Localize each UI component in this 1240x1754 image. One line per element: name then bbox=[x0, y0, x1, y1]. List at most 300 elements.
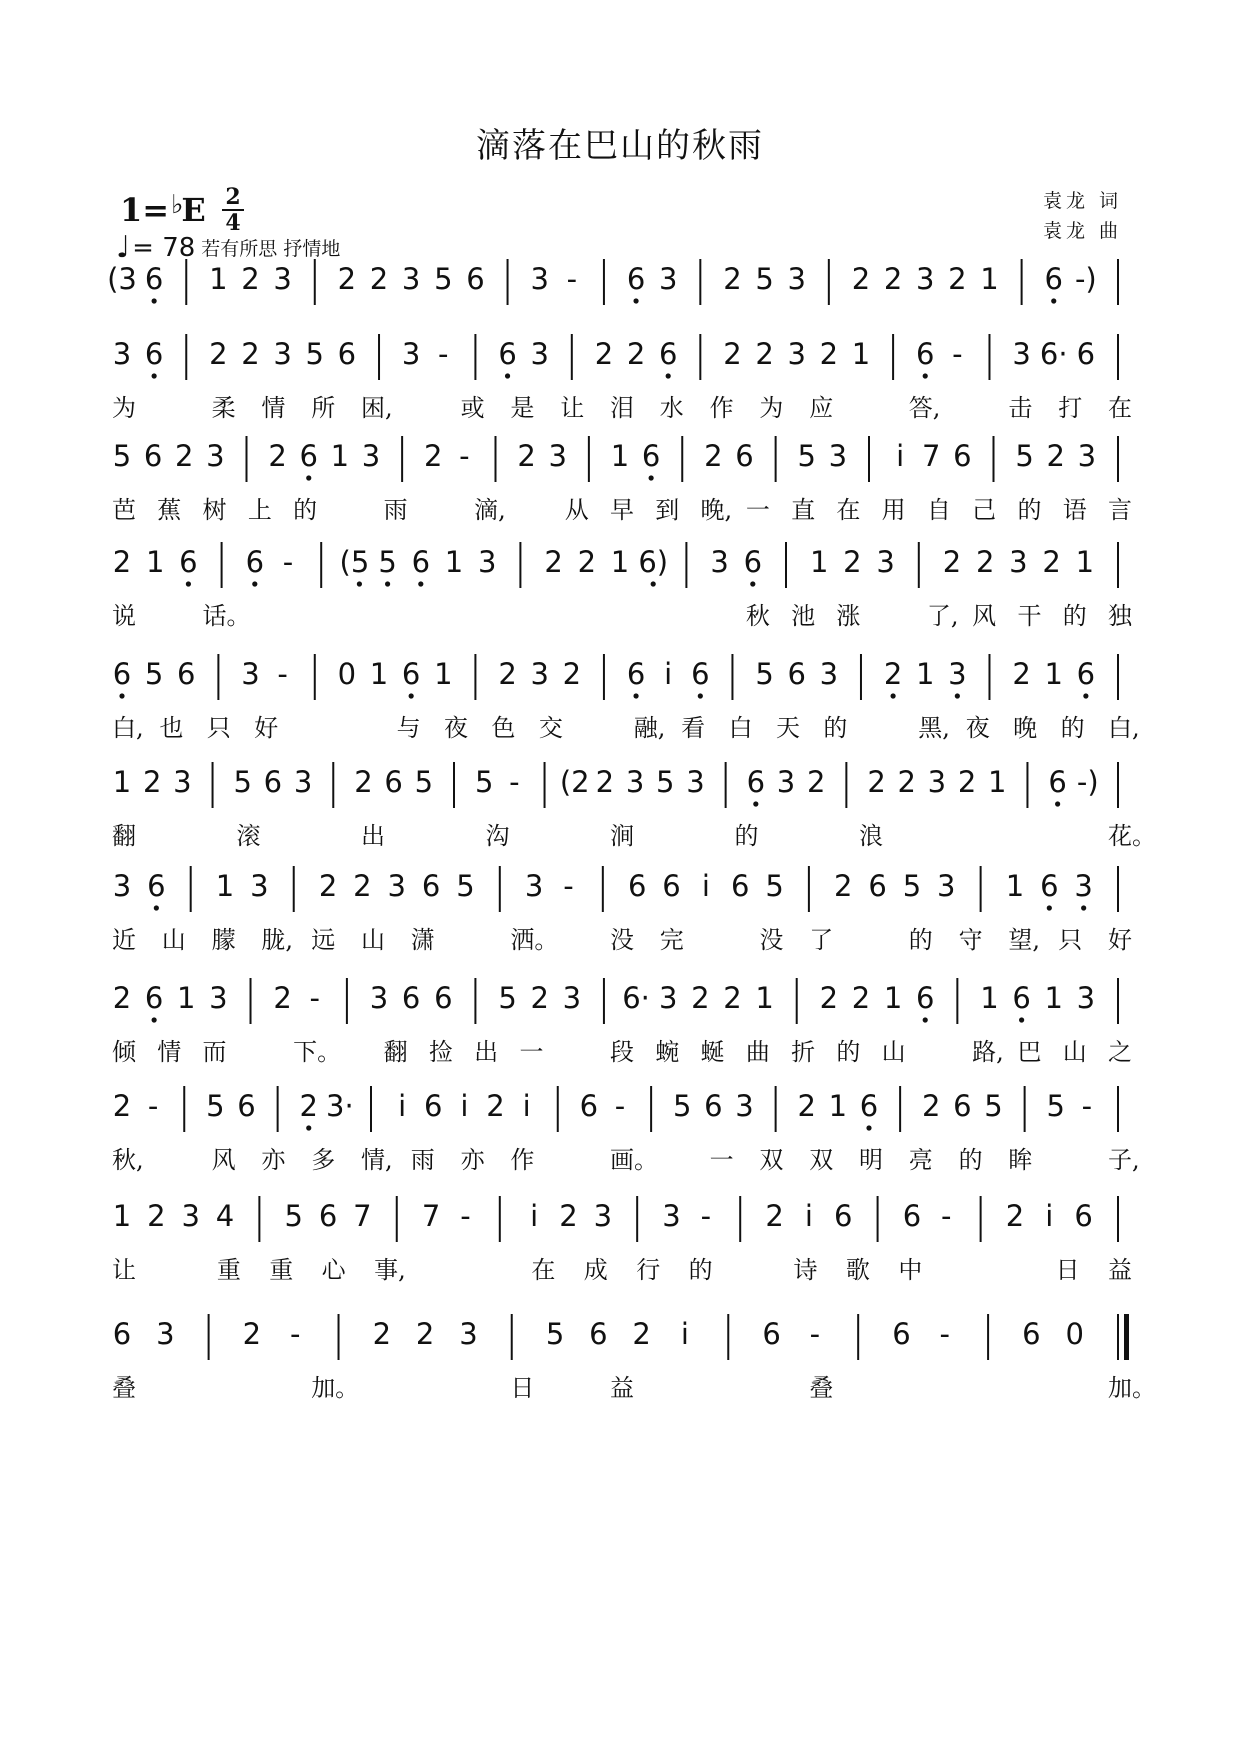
lyric-syllable: 守 bbox=[958, 926, 983, 954]
lyric-syllable: 只 bbox=[206, 714, 231, 742]
note: 2 bbox=[241, 262, 260, 296]
note: 3 bbox=[710, 545, 729, 579]
note: 2 bbox=[544, 545, 563, 579]
lyricist: 袁龙 词 bbox=[1042, 190, 1122, 212]
song-title: 滴落在巴山的秋雨 bbox=[476, 126, 764, 166]
note: 6 bbox=[915, 981, 935, 1015]
note: 5 bbox=[545, 1317, 565, 1351]
lower-octave-dot bbox=[753, 801, 758, 806]
lyric-syllable: 池 bbox=[791, 602, 816, 630]
note: 1 bbox=[1044, 657, 1063, 691]
lyric-syllable: 直 bbox=[791, 496, 816, 524]
note: 2 bbox=[147, 1199, 166, 1233]
note: 6 bbox=[143, 439, 163, 473]
note: - bbox=[438, 337, 449, 371]
lyric-syllable: 天 bbox=[776, 714, 800, 742]
note: 2 bbox=[424, 439, 443, 473]
lyric-syllable: 或 bbox=[460, 394, 485, 422]
note: 2 bbox=[1046, 439, 1065, 473]
note: 1 bbox=[610, 545, 630, 579]
note: 6 bbox=[401, 981, 421, 1015]
note: 2 bbox=[242, 1317, 262, 1351]
note: 3 bbox=[1077, 439, 1097, 473]
note: 2 bbox=[867, 765, 886, 799]
note: - bbox=[566, 262, 578, 296]
lyric-syllable: 是 bbox=[510, 394, 535, 422]
lyric-syllable: 情 bbox=[157, 1038, 182, 1066]
lyric-syllable: 浪 bbox=[859, 822, 883, 850]
lyric-syllable: 与 bbox=[396, 714, 421, 742]
lyric-syllable: 滚 bbox=[236, 822, 261, 850]
note: 5 bbox=[456, 869, 475, 903]
note: 1 bbox=[215, 869, 235, 903]
note: 3 bbox=[401, 337, 421, 371]
note: 1 bbox=[1075, 545, 1095, 579]
lower-octave-dot bbox=[1019, 1017, 1024, 1022]
note: 3 bbox=[819, 657, 839, 691]
time-signature: 2 4 bbox=[222, 186, 244, 234]
composer: 袁龙 曲 bbox=[1042, 220, 1122, 242]
lyric-syllable: 了 bbox=[809, 926, 834, 954]
score-row bbox=[0, 1072, 1240, 1192]
note: 2 bbox=[486, 1089, 505, 1123]
lyric-syllable: 双 bbox=[809, 1146, 834, 1174]
lyric-syllable: 困, bbox=[361, 394, 393, 422]
note: 2 bbox=[1012, 657, 1031, 691]
note: - bbox=[952, 337, 963, 371]
note: 3 bbox=[530, 657, 549, 691]
lyric-syllable: 白 bbox=[728, 714, 753, 742]
note: 3 bbox=[250, 869, 269, 903]
lower-octave-dot bbox=[306, 475, 311, 480]
score-row bbox=[0, 964, 1240, 1084]
lyric-syllable: 树 bbox=[202, 496, 227, 524]
note: 6 bbox=[787, 657, 806, 691]
note: 5 bbox=[305, 337, 325, 371]
lyric-syllable: 翻 bbox=[112, 822, 136, 850]
note: 3 bbox=[1076, 981, 1096, 1015]
note: -) bbox=[1076, 765, 1099, 799]
note: 6 bbox=[641, 439, 661, 473]
note: 6 bbox=[704, 1089, 723, 1123]
note: 2 bbox=[806, 765, 826, 799]
note: 6 bbox=[434, 981, 453, 1015]
lower-octave-dot bbox=[923, 1017, 928, 1022]
lyric-syllable: 叠 bbox=[809, 1374, 834, 1402]
lyric-syllable: 打 bbox=[1058, 394, 1083, 422]
note: - bbox=[563, 869, 574, 903]
lower-octave-dot bbox=[152, 373, 157, 378]
lyric-syllable: 曲 bbox=[745, 1038, 770, 1066]
note: - bbox=[459, 439, 470, 473]
note: 2 bbox=[1042, 545, 1061, 579]
lyric-syllable: 画。 bbox=[610, 1146, 658, 1174]
lyric-syllable: 为 bbox=[759, 394, 784, 422]
note: 6 bbox=[589, 1317, 608, 1351]
lyric-syllable: 一 bbox=[519, 1038, 544, 1066]
note: 6 bbox=[179, 545, 198, 579]
note: 2 bbox=[834, 869, 853, 903]
note: 5 bbox=[797, 439, 816, 473]
note: 2 bbox=[819, 337, 839, 371]
lyric-syllable: 望, bbox=[1008, 926, 1041, 954]
note: 2 bbox=[337, 262, 357, 296]
lyric-syllable: 答, bbox=[908, 394, 941, 422]
lyric-syllable: 一 bbox=[709, 1146, 734, 1174]
note: - bbox=[509, 765, 520, 799]
note: 1 bbox=[988, 765, 1007, 799]
note: 6 bbox=[626, 657, 646, 691]
lower-octave-dot bbox=[866, 1125, 871, 1130]
note: 6) bbox=[638, 545, 669, 579]
lower-octave-dot bbox=[418, 581, 423, 586]
note: 1 bbox=[209, 262, 228, 296]
lyric-syllable: 在 bbox=[836, 496, 861, 524]
note: 3 bbox=[477, 545, 497, 579]
note: 5 bbox=[765, 869, 784, 903]
note: 3 bbox=[1012, 337, 1031, 371]
note: 6 bbox=[112, 1317, 132, 1351]
lyric-syllable: 山 bbox=[881, 1038, 906, 1066]
note: 3 bbox=[401, 262, 421, 296]
lyric-syllable: 秋 bbox=[745, 602, 770, 630]
note: 2 bbox=[819, 981, 839, 1015]
lyric-syllable: 心 bbox=[321, 1256, 346, 1284]
note: 3 bbox=[273, 262, 292, 296]
note: 2 bbox=[268, 439, 287, 473]
lyric-syllable: 柔 bbox=[211, 394, 236, 422]
lower-octave-dot bbox=[186, 581, 191, 586]
lyric-syllable: 击 bbox=[1008, 394, 1033, 422]
lyric-syllable: 叠 bbox=[112, 1374, 136, 1402]
lower-octave-dot bbox=[154, 905, 159, 910]
note: 6 bbox=[498, 337, 517, 371]
note: 3 bbox=[927, 765, 947, 799]
note: 6 bbox=[579, 1089, 599, 1123]
note: 2 bbox=[942, 545, 962, 579]
lower-octave-dot bbox=[1047, 905, 1052, 910]
note: 6 bbox=[299, 439, 318, 473]
note: -) bbox=[1074, 262, 1097, 296]
note: 3 bbox=[662, 1199, 681, 1233]
lyric-syllable: 的 bbox=[1062, 602, 1087, 630]
note: 2 bbox=[975, 545, 995, 579]
note: 6 bbox=[144, 337, 164, 371]
lyric-syllable: 日 bbox=[1055, 1256, 1080, 1284]
lyric-syllable: 洒。 bbox=[510, 926, 559, 954]
lyric-syllable: 在 bbox=[531, 1256, 556, 1284]
final-barline-thick bbox=[1124, 1314, 1129, 1360]
note: 6 bbox=[915, 337, 935, 371]
note: 2 bbox=[626, 337, 646, 371]
lyric-syllable: 晚 bbox=[1013, 714, 1038, 742]
note: 6 bbox=[691, 657, 710, 691]
note: 6 bbox=[902, 1199, 922, 1233]
note: 6 bbox=[384, 765, 403, 799]
lyric-syllable: 的 bbox=[1017, 496, 1042, 524]
note: 3 bbox=[112, 869, 132, 903]
note: 5 bbox=[755, 262, 774, 296]
note: 3 bbox=[937, 869, 956, 903]
note: i bbox=[664, 657, 673, 691]
note: 2 bbox=[723, 262, 742, 296]
note: 2 bbox=[851, 981, 871, 1015]
lyric-syllable: 明 bbox=[859, 1146, 883, 1174]
note: 6 bbox=[1040, 869, 1059, 903]
note: 3 bbox=[361, 439, 381, 473]
note: 3 bbox=[593, 1199, 613, 1233]
lyric-syllable: 子, bbox=[1108, 1146, 1140, 1174]
note: 5 bbox=[1046, 1089, 1065, 1123]
lyric-syllable: 言 bbox=[1108, 496, 1132, 524]
note: 6 bbox=[411, 545, 431, 579]
note: 3 bbox=[530, 337, 549, 371]
lyric-syllable: 应 bbox=[809, 394, 834, 422]
note: 2 bbox=[273, 981, 292, 1015]
note: 6 bbox=[859, 1089, 879, 1123]
note: 3 bbox=[686, 765, 705, 799]
lyric-syllable: 了, bbox=[926, 602, 959, 630]
note: 6 bbox=[743, 545, 763, 579]
tempo-marking: ♩ = 78 若有所思 抒情地 bbox=[116, 230, 341, 265]
lyric-syllable: 倾 bbox=[112, 1038, 136, 1066]
note: - bbox=[282, 545, 294, 579]
note: 3 bbox=[173, 765, 192, 799]
note: 3 bbox=[530, 262, 549, 296]
note: 6 bbox=[868, 869, 887, 903]
lyric-syllable: 歌 bbox=[845, 1256, 870, 1284]
note: 6 bbox=[746, 765, 766, 799]
lyric-syllable: 好 bbox=[254, 714, 279, 742]
key-signature: 1=♭E bbox=[120, 190, 206, 229]
lyric-syllable: 出 bbox=[361, 822, 385, 850]
note: 1 bbox=[980, 981, 999, 1015]
note: i bbox=[460, 1089, 469, 1123]
note: 2 bbox=[723, 981, 742, 1015]
score-row bbox=[0, 852, 1240, 972]
lyric-syllable: 山 bbox=[361, 926, 385, 954]
note: 3 bbox=[209, 981, 228, 1015]
lyric-syllable: 融, bbox=[633, 714, 666, 742]
note: 2 bbox=[299, 1089, 318, 1123]
score-row bbox=[0, 640, 1240, 760]
note: 3 bbox=[1009, 545, 1028, 579]
note: 3 bbox=[562, 981, 582, 1015]
lower-octave-dot bbox=[698, 693, 703, 698]
note: 2 bbox=[354, 765, 373, 799]
note: 2 bbox=[595, 765, 615, 799]
lyric-syllable: 多 bbox=[311, 1146, 336, 1174]
lyric-syllable: 在 bbox=[1108, 394, 1132, 422]
note: 1 bbox=[915, 657, 935, 691]
lyric-syllable: 作 bbox=[510, 1146, 535, 1174]
lyric-syllable: 没 bbox=[610, 926, 634, 954]
lyric-syllable: 诗 bbox=[793, 1256, 818, 1284]
note: 3 bbox=[524, 869, 544, 903]
note: 3· bbox=[326, 1089, 354, 1123]
note: i bbox=[530, 1199, 539, 1233]
note: (5 bbox=[339, 545, 370, 579]
note: 3 bbox=[915, 262, 935, 296]
lower-octave-dot bbox=[649, 475, 654, 480]
lower-octave-dot bbox=[923, 373, 928, 378]
note: 2 bbox=[691, 981, 710, 1015]
note: i bbox=[522, 1089, 531, 1123]
note: i bbox=[1045, 1199, 1054, 1233]
lyric-syllable: 水 bbox=[659, 394, 684, 422]
note: 2 bbox=[594, 337, 614, 371]
lyric-syllable: 一 bbox=[745, 496, 770, 524]
note: 6 bbox=[424, 1089, 443, 1123]
lyric-syllable: 重 bbox=[216, 1256, 241, 1284]
lower-octave-dot bbox=[1081, 905, 1086, 910]
lyric-syllable: 泪 bbox=[610, 394, 634, 422]
note: 6 bbox=[401, 657, 421, 691]
note: 6 bbox=[1044, 262, 1063, 296]
credits bbox=[1043, 186, 1122, 246]
lyric-syllable: 近 bbox=[112, 926, 136, 954]
note: 1 bbox=[851, 337, 871, 371]
note: i bbox=[398, 1089, 407, 1123]
lower-octave-dot bbox=[152, 1017, 157, 1022]
note: - bbox=[277, 657, 288, 691]
lyric-syllable: 己 bbox=[972, 496, 997, 524]
lyric-syllable: 段 bbox=[610, 1038, 634, 1066]
note: 2 bbox=[175, 439, 194, 473]
lyric-syllable: 雨 bbox=[383, 496, 408, 524]
note: 1 bbox=[980, 262, 999, 296]
note: 6 bbox=[466, 262, 485, 296]
note: 7 bbox=[421, 1199, 441, 1233]
note: 6 bbox=[263, 765, 283, 799]
note: 6 bbox=[318, 1199, 338, 1233]
lyric-syllable: 干 bbox=[1017, 602, 1042, 630]
note: 3 bbox=[948, 657, 967, 691]
lower-octave-dot bbox=[666, 373, 671, 378]
note: 2 bbox=[517, 439, 536, 473]
lyric-syllable: 风 bbox=[972, 602, 997, 630]
lyric-syllable: 让 bbox=[112, 1256, 136, 1284]
note: 2 bbox=[372, 1317, 392, 1351]
lyric-syllable: 的 bbox=[734, 822, 759, 850]
note: 6 bbox=[735, 439, 754, 473]
note: 5 bbox=[434, 262, 453, 296]
lyric-syllable: 亦 bbox=[261, 1146, 286, 1174]
lower-octave-dot bbox=[385, 581, 390, 586]
note: 3 bbox=[206, 439, 225, 473]
score-row bbox=[0, 1300, 1240, 1420]
lyric-syllable: 只 bbox=[1058, 926, 1083, 954]
note: 1 bbox=[755, 981, 774, 1015]
note: 6 bbox=[1022, 1317, 1041, 1351]
note: 6 bbox=[112, 657, 132, 691]
note: 5 bbox=[656, 765, 675, 799]
note: 1 bbox=[610, 439, 630, 473]
expression-marking: 若有所思 抒情地 bbox=[201, 238, 341, 260]
note: 6 bbox=[147, 869, 166, 903]
lyric-syllable: 山 bbox=[1062, 1038, 1087, 1066]
note: 6 bbox=[245, 545, 265, 579]
note: 5 bbox=[233, 765, 252, 799]
note: 2 bbox=[577, 545, 597, 579]
note: 1 bbox=[444, 545, 464, 579]
note: 2 bbox=[498, 657, 517, 691]
lyric-syllable: 胧, bbox=[261, 926, 294, 954]
lyric-syllable: 用 bbox=[881, 496, 906, 524]
note: 5 bbox=[206, 1089, 225, 1123]
note: 1 bbox=[434, 657, 453, 691]
note: 6 bbox=[892, 1317, 911, 1351]
note: 1 bbox=[145, 545, 165, 579]
note: 6 bbox=[658, 337, 678, 371]
lyric-syllable: 益 bbox=[610, 1374, 634, 1402]
note: 3 bbox=[387, 869, 406, 903]
lyric-syllable: 翻 bbox=[383, 1038, 408, 1066]
lower-octave-dot bbox=[409, 693, 414, 698]
lyric-syllable: 色 bbox=[491, 714, 516, 742]
note: 2 bbox=[883, 262, 903, 296]
note: 6 bbox=[1076, 337, 1096, 371]
note: - bbox=[1081, 1089, 1093, 1123]
note: 6 bbox=[627, 869, 647, 903]
note: 3 bbox=[787, 262, 806, 296]
lyric-syllable: 夜 bbox=[965, 714, 990, 742]
note: 7 bbox=[353, 1199, 372, 1233]
note: 6 bbox=[337, 337, 357, 371]
note: 2 bbox=[112, 1089, 132, 1123]
lyric-syllable: 日 bbox=[510, 1374, 535, 1402]
lyric-syllable: 中 bbox=[898, 1256, 923, 1284]
note: 3 bbox=[459, 1317, 478, 1351]
lyric-syllable: 涨 bbox=[836, 602, 861, 630]
note: 5 bbox=[673, 1089, 692, 1123]
note: 2 bbox=[142, 765, 162, 799]
note: 2 bbox=[530, 981, 549, 1015]
note: 5 bbox=[755, 657, 774, 691]
lower-octave-dot bbox=[651, 581, 656, 586]
lyric-syllable: 白, bbox=[1108, 714, 1140, 742]
lyric-syllable: 加。 bbox=[311, 1374, 360, 1402]
lyric-syllable: 独 bbox=[1108, 602, 1132, 630]
note: 1 bbox=[828, 1089, 848, 1123]
lyric-syllable: 所 bbox=[311, 394, 336, 422]
lyric-syllable: 话。 bbox=[202, 602, 251, 630]
note: - bbox=[939, 1317, 951, 1351]
lyric-syllable: 秋, bbox=[112, 1146, 144, 1174]
lyric-syllable: 远 bbox=[311, 926, 336, 954]
note: 3 bbox=[787, 337, 806, 371]
note: 2 bbox=[948, 262, 967, 296]
note: 2 bbox=[843, 545, 862, 579]
note: (3 bbox=[107, 262, 137, 296]
lower-octave-dot bbox=[357, 581, 362, 586]
lyric-syllable: 下。 bbox=[293, 1038, 342, 1066]
note: 6 bbox=[1012, 981, 1031, 1015]
note: - bbox=[700, 1199, 712, 1233]
note: 6 bbox=[626, 262, 646, 296]
lower-octave-dot bbox=[1055, 801, 1060, 806]
note: 2 bbox=[559, 1199, 578, 1233]
lyric-syllable: 让 bbox=[560, 394, 585, 422]
lyric-syllable: 路, bbox=[972, 1038, 1004, 1066]
lyric-syllable: 重 bbox=[269, 1256, 294, 1284]
note: 7 bbox=[922, 439, 941, 473]
lyric-syllable: 巴 bbox=[1017, 1038, 1042, 1066]
lyric-syllable: 双 bbox=[759, 1146, 784, 1174]
note: 3 bbox=[369, 981, 389, 1015]
note: 3 bbox=[876, 545, 895, 579]
lyric-syllable: 加。 bbox=[1108, 1374, 1156, 1402]
